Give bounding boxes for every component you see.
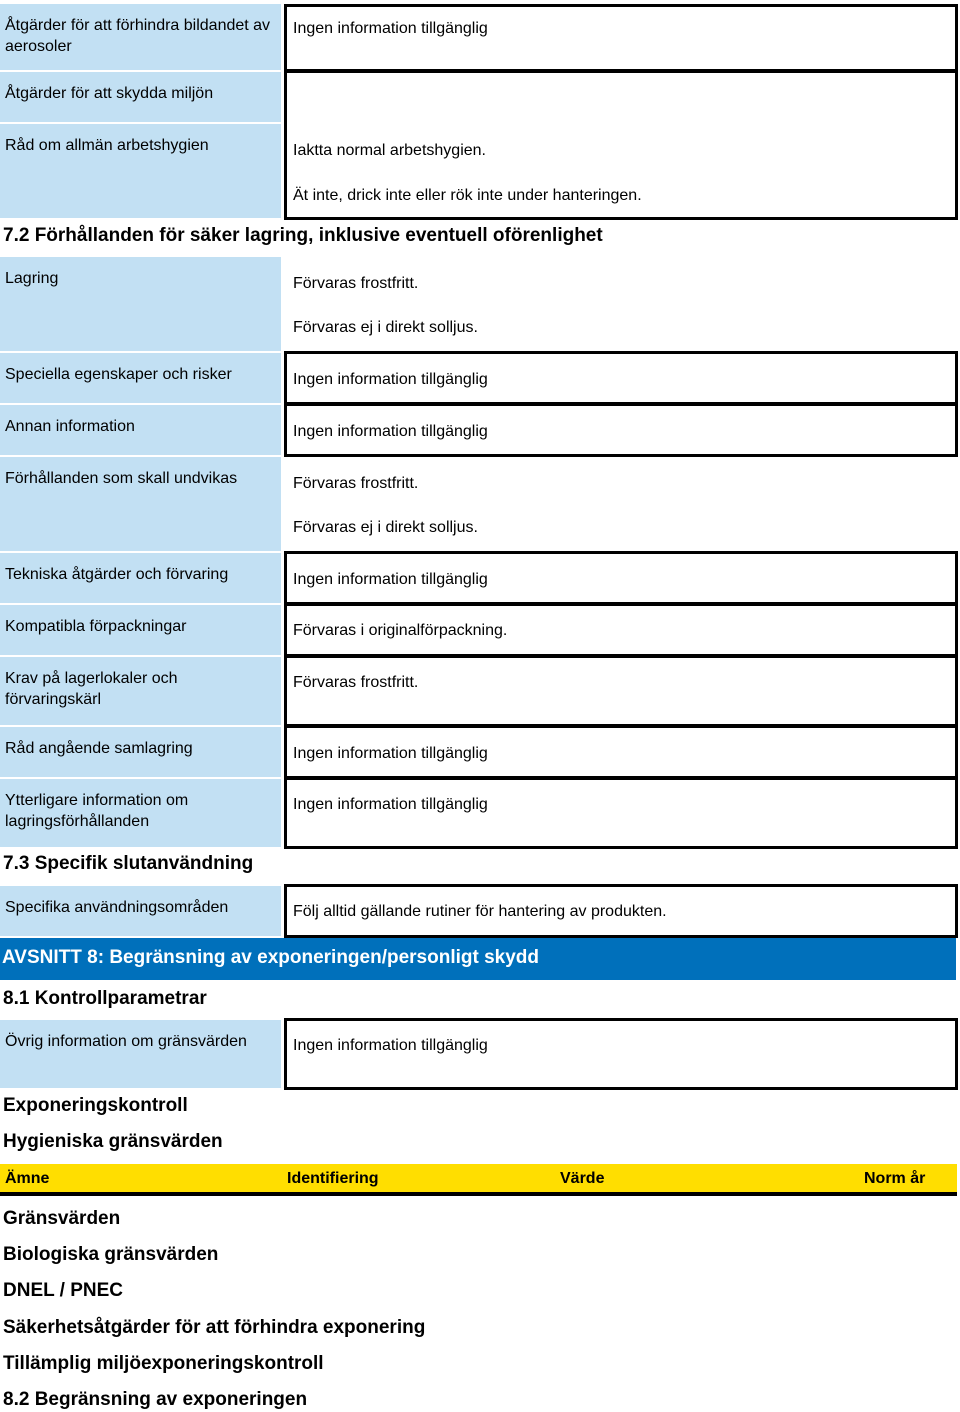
column-value: Värde bbox=[560, 1170, 605, 1187]
specific-use-value: Följ alltid gällande rutiner för hantering av produkten. bbox=[293, 903, 667, 920]
avoid-label: Förhållanden som skall undvikas bbox=[0, 457, 281, 551]
storage-label: Lagring bbox=[0, 257, 281, 351]
exposure-control-heading: Exponeringskontroll bbox=[3, 1095, 188, 1116]
technical-label: Tekniska åtgärder och förvaring bbox=[0, 553, 281, 603]
further-label: Ytterligare information om lagringsförhållanden bbox=[0, 779, 281, 847]
packaging-value: Förvaras i originalförpackning. bbox=[293, 622, 508, 639]
avoid-value-1: Förvaras frostfritt. bbox=[293, 475, 419, 492]
biological-limits-heading: Biologiska gränsvärden bbox=[3, 1244, 219, 1265]
limit-info-label: Övrig information om gränsvärden bbox=[0, 1020, 281, 1088]
column-substance: Ämne bbox=[5, 1170, 50, 1187]
limits-table-header bbox=[0, 1164, 957, 1196]
dnel-pnec-heading: DNEL / PNEC bbox=[3, 1280, 124, 1301]
column-identification: Identifiering bbox=[287, 1170, 379, 1187]
other-value: Ingen information tillgänglig bbox=[293, 423, 488, 440]
specific-use-label: Specifika användningsområden bbox=[0, 886, 281, 936]
further-value: Ingen information tillgänglig bbox=[293, 796, 488, 813]
limit-info-value: Ingen information tillgänglig bbox=[293, 1037, 488, 1054]
limit-values-heading: Gränsvärden bbox=[3, 1208, 121, 1229]
hygienic-limits-heading: Hygieniska gränsvärden bbox=[3, 1131, 223, 1152]
storage-value-2: Förvaras ej i direkt solljus. bbox=[293, 319, 478, 336]
environment-label: Åtgärder för att skydda miljön bbox=[0, 72, 281, 122]
colocation-label: Råd angående samlagring bbox=[0, 727, 281, 777]
aerosol-value: Ingen information tillgänglig bbox=[293, 20, 488, 37]
hygiene-value-2: Ät inte, drick inte eller rök inte under hanteringen. bbox=[293, 187, 642, 204]
other-label: Annan information bbox=[0, 405, 281, 455]
section-8-title: AVSNITT 8: Begränsning av exponeringen/personligt skydd bbox=[0, 938, 956, 980]
heading-8-1: 8.1 Kontrollparametrar bbox=[3, 988, 207, 1009]
heading-8-2: 8.2 Begränsning av exponeringen bbox=[3, 1389, 308, 1410]
special-label: Speciella egenskaper och risker bbox=[0, 353, 281, 403]
colocation-value: Ingen information tillgänglig bbox=[293, 745, 488, 762]
column-norm-year: Norm år bbox=[864, 1170, 926, 1187]
hygiene-value-1: Iaktta normal arbetshygien. bbox=[293, 142, 486, 159]
env-exposure-control-heading: Tillämplig miljöexponeringskontroll bbox=[3, 1353, 324, 1374]
requirements-value: Förvaras frostfritt. bbox=[293, 674, 419, 691]
technical-value: Ingen information tillgänglig bbox=[293, 571, 488, 588]
aerosol-label: Åtgärder för att förhindra bildandet av aerosoler bbox=[0, 4, 281, 70]
storage-value-1: Förvaras frostfritt. bbox=[293, 275, 419, 292]
requirements-label: Krav på lagerlokaler och förvaringskärl bbox=[0, 657, 281, 725]
hygiene-label: Råd om allmän arbetshygien bbox=[0, 124, 281, 218]
heading-7-2: 7.2 Förhållanden för säker lagring, inklusive eventuell oförenlighet bbox=[3, 225, 603, 246]
packaging-label: Kompatibla förpackningar bbox=[0, 605, 281, 655]
avoid-value-2: Förvaras ej i direkt solljus. bbox=[293, 519, 478, 536]
heading-7-3: 7.3 Specifik slutanvändning bbox=[3, 853, 254, 874]
safety-measures-heading: Säkerhetsåtgärder för att förhindra exponering bbox=[3, 1317, 426, 1338]
special-value: Ingen information tillgänglig bbox=[293, 371, 488, 388]
